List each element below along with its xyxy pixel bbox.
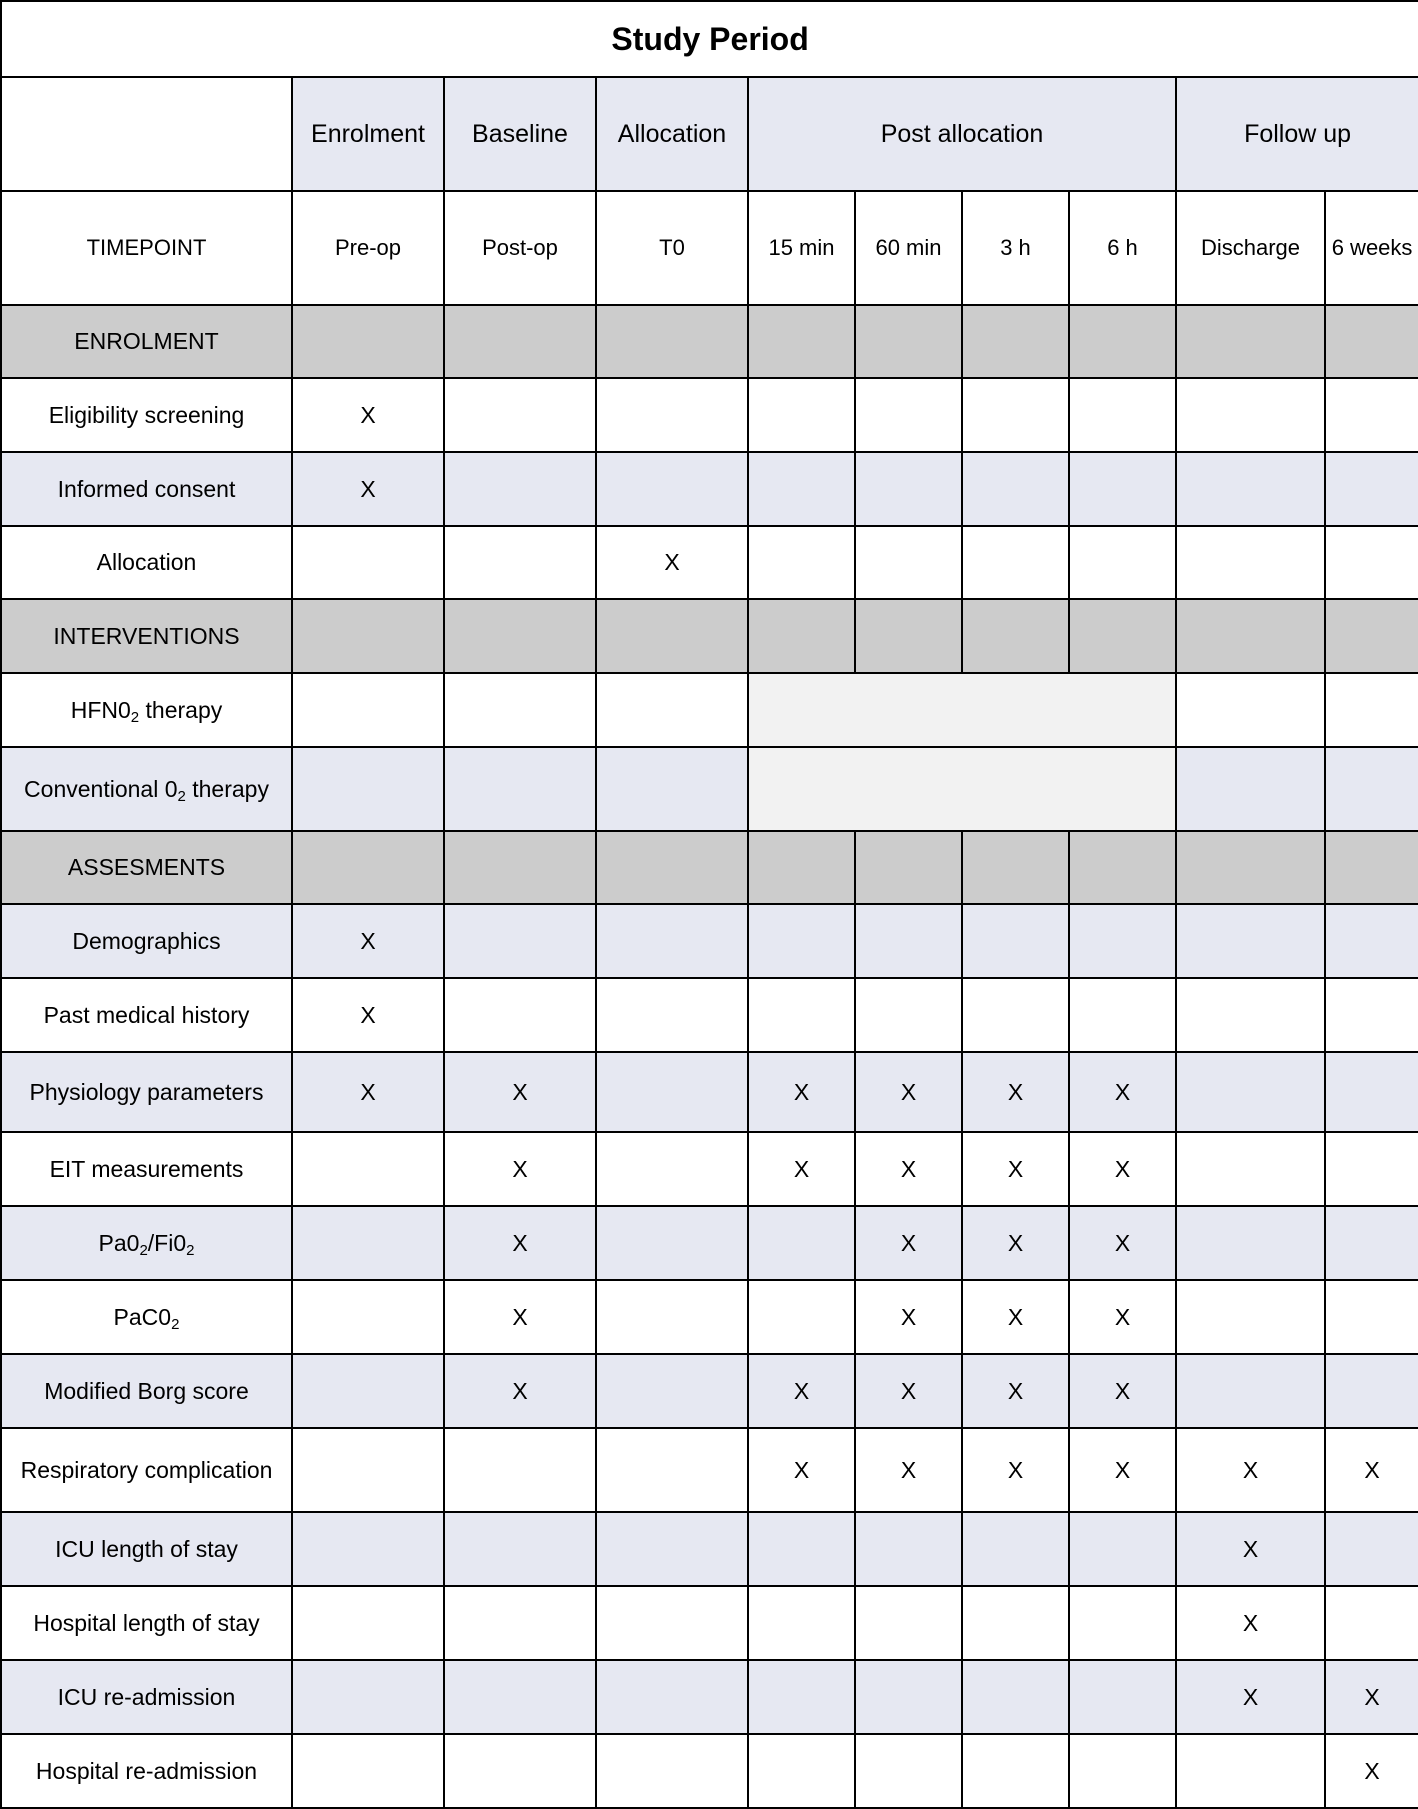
table-row	[1, 452, 1418, 526]
table-row	[1, 1206, 1418, 1280]
mark-cell	[1176, 378, 1325, 452]
mark-cell	[1176, 1354, 1325, 1428]
mark-cell: X	[748, 1132, 855, 1206]
mark-cell	[855, 978, 962, 1052]
mark-cell	[292, 1206, 444, 1280]
row-label: Past medical history	[1, 978, 292, 1052]
mark-cell	[444, 1586, 596, 1660]
phase-enrolment: Enrolment	[292, 77, 444, 191]
mark-cell	[596, 1206, 748, 1280]
mark-cell: X	[962, 1052, 1069, 1132]
mark-cell	[292, 1512, 444, 1586]
mark-cell	[444, 1734, 596, 1808]
section-row-assessments	[1, 831, 1418, 904]
mark-cell	[596, 1660, 748, 1734]
mark-cell: X	[962, 1280, 1069, 1354]
mark-cell	[1176, 1280, 1325, 1354]
mark-cell: X	[1069, 1206, 1176, 1280]
table-row	[1, 526, 1418, 599]
timepoint-pre-op: Pre-op	[292, 191, 444, 305]
mark-cell: X	[1069, 1354, 1176, 1428]
mark-cell	[1325, 904, 1418, 978]
mark-cell	[1176, 904, 1325, 978]
mark-cell: X	[444, 1132, 596, 1206]
mark-cell	[292, 526, 444, 599]
mark-cell: X	[1325, 1734, 1418, 1808]
mark-cell	[292, 1132, 444, 1206]
mark-cell: X	[1176, 1660, 1325, 1734]
table-title: Study Period	[1, 1, 1418, 77]
mark-cell	[596, 1734, 748, 1808]
section-row-enrolment	[1, 305, 1418, 378]
mark-cell	[1069, 978, 1176, 1052]
mark-cell	[292, 1280, 444, 1354]
mark-cell	[596, 1428, 748, 1512]
mark-cell: X	[292, 378, 444, 452]
table-row	[1, 1512, 1418, 1586]
mark-cell: X	[962, 1132, 1069, 1206]
phase-baseline: Baseline	[444, 77, 596, 191]
row-label: ICU re-admission	[1, 1660, 292, 1734]
mark-cell	[855, 1586, 962, 1660]
mark-cell	[1325, 1132, 1418, 1206]
row-label: Eligibility screening	[1, 378, 292, 452]
mark-cell: X	[855, 1354, 962, 1428]
mark-cell	[444, 452, 596, 526]
mark-cell: X	[1069, 1132, 1176, 1206]
mark-cell	[596, 978, 748, 1052]
table-row	[1, 378, 1418, 452]
mark-cell	[596, 1586, 748, 1660]
intervention-row-hfno2	[1, 673, 1418, 747]
table-row	[1, 1354, 1418, 1428]
mark-cell	[1069, 526, 1176, 599]
section-row-interventions	[1, 599, 1418, 673]
mark-cell	[1069, 1734, 1176, 1808]
mark-cell: X	[748, 1354, 855, 1428]
mark-cell	[855, 452, 962, 526]
intervention-period-bar	[748, 747, 1176, 831]
mark-cell	[1176, 1052, 1325, 1132]
mark-cell	[444, 978, 596, 1052]
mark-cell	[1325, 526, 1418, 599]
mark-cell: X	[1325, 1428, 1418, 1512]
table-row	[1, 904, 1418, 978]
mark-cell	[748, 1660, 855, 1734]
timepoint-post-op: Post-op	[444, 191, 596, 305]
mark-cell	[748, 978, 855, 1052]
mark-cell	[1069, 1586, 1176, 1660]
phase-follow-up: Follow up	[1176, 77, 1418, 191]
mark-cell	[748, 904, 855, 978]
mark-cell	[1176, 526, 1325, 599]
mark-cell	[855, 904, 962, 978]
mark-cell: X	[748, 1052, 855, 1132]
timepoint-discharge: Discharge	[1176, 191, 1325, 305]
mark-cell	[444, 1428, 596, 1512]
mark-cell	[596, 1354, 748, 1428]
row-label: $Pa0_2/Fi0_2$	[1, 1206, 292, 1280]
timepoint-t0: T0	[596, 191, 748, 305]
row-label: Allocation	[1, 526, 292, 599]
mark-cell	[855, 1660, 962, 1734]
row-label: Modified Borg score	[1, 1354, 292, 1428]
mark-cell	[1069, 1660, 1176, 1734]
mark-cell	[444, 904, 596, 978]
mark-cell: X	[444, 1052, 596, 1132]
mark-cell	[444, 378, 596, 452]
mark-cell	[1176, 978, 1325, 1052]
mark-cell: X	[855, 1132, 962, 1206]
mark-cell	[962, 1734, 1069, 1808]
mark-cell: X	[444, 1206, 596, 1280]
mark-cell	[596, 1052, 748, 1132]
mark-cell	[1325, 978, 1418, 1052]
mark-cell	[292, 1660, 444, 1734]
row-label: EIT measurements	[1, 1132, 292, 1206]
mark-cell	[1176, 1734, 1325, 1808]
mark-cell: X	[292, 452, 444, 526]
table-row	[1, 1132, 1418, 1206]
mark-cell: X	[444, 1280, 596, 1354]
row-label: $HFN0_2$ therapy	[1, 673, 292, 747]
mark-cell	[1069, 904, 1176, 978]
row-label: Informed consent	[1, 452, 292, 526]
timepoint-row	[1, 191, 1418, 305]
mark-cell: X	[748, 1428, 855, 1512]
mark-cell	[444, 1512, 596, 1586]
timepoint-6-h: 6 h	[1069, 191, 1176, 305]
table-row	[1, 1052, 1418, 1132]
mark-cell: X	[855, 1428, 962, 1512]
mark-cell	[962, 1586, 1069, 1660]
mark-cell	[596, 1512, 748, 1586]
mark-cell	[748, 378, 855, 452]
section-label: ASSESMENTS	[1, 831, 292, 904]
phase-post-allocation: Post allocation	[748, 77, 1176, 191]
table-row	[1, 978, 1418, 1052]
mark-cell	[962, 904, 1069, 978]
mark-cell	[596, 1132, 748, 1206]
title-row	[1, 1, 1418, 77]
mark-cell	[962, 1660, 1069, 1734]
row-label: Hospital re-admission	[1, 1734, 292, 1808]
table-row	[1, 1428, 1418, 1512]
mark-cell	[1069, 378, 1176, 452]
mark-cell	[444, 526, 596, 599]
mark-cell	[1325, 1280, 1418, 1354]
mark-cell	[748, 526, 855, 599]
mark-cell	[1325, 378, 1418, 452]
table-row	[1, 1586, 1418, 1660]
section-label: INTERVENTIONS	[1, 599, 292, 673]
mark-cell	[748, 452, 855, 526]
row-label: ICU length of stay	[1, 1512, 292, 1586]
mark-cell	[962, 978, 1069, 1052]
mark-cell	[1325, 1354, 1418, 1428]
phase-corner-cell	[1, 77, 292, 191]
mark-cell	[444, 1660, 596, 1734]
section-label: ENROLMENT	[1, 305, 292, 378]
row-label: $PaC0_2$	[1, 1280, 292, 1354]
mark-cell: X	[1176, 1428, 1325, 1512]
mark-cell: X	[292, 1052, 444, 1132]
mark-cell	[1176, 452, 1325, 526]
row-label: Conventional $0_2$ therapy	[1, 747, 292, 831]
row-label: Hospital length of stay	[1, 1586, 292, 1660]
mark-cell: X	[855, 1280, 962, 1354]
mark-cell	[962, 1512, 1069, 1586]
mark-cell	[596, 1280, 748, 1354]
mark-cell	[855, 1734, 962, 1808]
mark-cell: X	[1069, 1280, 1176, 1354]
row-label: Physiology parameters	[1, 1052, 292, 1132]
mark-cell: X	[855, 1052, 962, 1132]
mark-cell	[1325, 452, 1418, 526]
mark-cell	[1176, 1132, 1325, 1206]
mark-cell	[1325, 1052, 1418, 1132]
mark-cell	[596, 452, 748, 526]
mark-cell	[855, 1512, 962, 1586]
row-label: Demographics	[1, 904, 292, 978]
timepoint-6-weeks: 6 weeks	[1325, 191, 1418, 305]
mark-cell: X	[292, 904, 444, 978]
table-row	[1, 1280, 1418, 1354]
timepoint-60-min: 60 min	[855, 191, 962, 305]
mark-cell	[596, 904, 748, 978]
mark-cell	[292, 1734, 444, 1808]
mark-cell	[1325, 1512, 1418, 1586]
mark-cell	[855, 378, 962, 452]
table-row	[1, 1734, 1418, 1808]
mark-cell: X	[1069, 1052, 1176, 1132]
phase-row	[1, 77, 1418, 191]
mark-cell	[962, 526, 1069, 599]
timepoint-label: TIMEPOINT	[1, 191, 292, 305]
mark-cell: X	[962, 1354, 1069, 1428]
mark-cell	[1325, 1586, 1418, 1660]
mark-cell	[748, 1734, 855, 1808]
phase-allocation: Allocation	[596, 77, 748, 191]
mark-cell: X	[855, 1206, 962, 1280]
row-label: Respiratory complication	[1, 1428, 292, 1512]
mark-cell	[596, 378, 748, 452]
mark-cell: X	[962, 1428, 1069, 1512]
mark-cell	[748, 1206, 855, 1280]
mark-cell	[748, 1512, 855, 1586]
mark-cell: X	[1176, 1512, 1325, 1586]
mark-cell	[292, 1428, 444, 1512]
timepoint-3-h: 3 h	[962, 191, 1069, 305]
mark-cell: X	[1325, 1660, 1418, 1734]
mark-cell	[292, 1586, 444, 1660]
table-row	[1, 1660, 1418, 1734]
mark-cell	[748, 1280, 855, 1354]
mark-cell: X	[596, 526, 748, 599]
timepoint-15-min: 15 min	[748, 191, 855, 305]
mark-cell: X	[292, 978, 444, 1052]
mark-cell: X	[444, 1354, 596, 1428]
intervention-row-conventional	[1, 747, 1418, 831]
mark-cell	[1069, 1512, 1176, 1586]
mark-cell: X	[1069, 1428, 1176, 1512]
mark-cell	[855, 526, 962, 599]
mark-cell	[962, 378, 1069, 452]
mark-cell: X	[962, 1206, 1069, 1280]
mark-cell	[1069, 452, 1176, 526]
mark-cell	[1325, 1206, 1418, 1280]
mark-cell	[292, 1354, 444, 1428]
intervention-period-bar	[748, 673, 1176, 747]
mark-cell	[748, 1586, 855, 1660]
mark-cell	[962, 452, 1069, 526]
mark-cell: X	[1176, 1586, 1325, 1660]
mark-cell	[1176, 1206, 1325, 1280]
